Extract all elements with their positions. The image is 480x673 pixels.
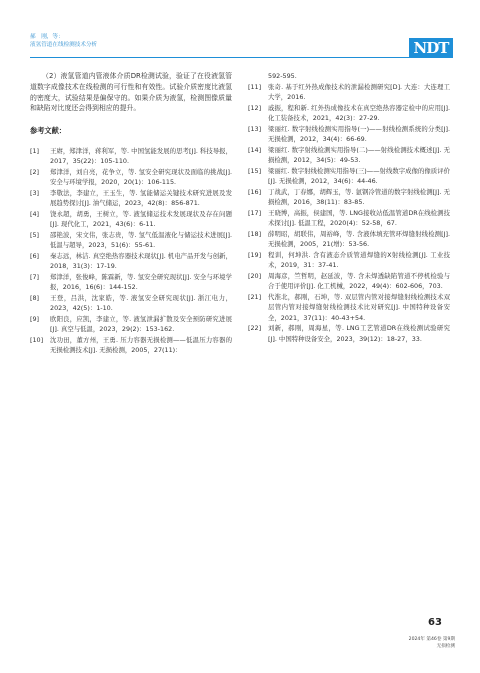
reference-item [248, 145, 450, 166]
header-authors: 郝 刚，等： [30, 34, 64, 40]
reference-item [248, 208, 450, 229]
reference-item [248, 82, 450, 103]
reference-number: [6] [30, 251, 40, 260]
reference-number: [3] [30, 188, 40, 197]
reference-number: [12] [248, 103, 262, 112]
reference-text: 薛明昭，胡联伟，周裕峰，等. 含液体填充管环焊缝射线检测[J]. 无损检测，2005，21(增)：53-56. [268, 229, 450, 248]
reference-item [30, 293, 232, 314]
reference-number: [15] [248, 166, 262, 175]
reference-item [248, 250, 450, 271]
reference-text: 饶永超，胡勇，王树立，等. 液氢储运技术发展现状及存在问题[J]. 现代化工，2021，43(6)：6-11. [50, 209, 232, 229]
footer-issue: 2024年 第46卷 第9期 [408, 637, 455, 642]
reference-text: 程训，何坤洪. 含有液态介质管道焊缝的X射线检测[J]. 工业技术，2019，31：37-41. [268, 250, 450, 269]
reference-text: 邵艳波，宋文伟，张志贵，等. 氢气低温液化与储运技术进展[J]. 低温与超导，2023，51(6)：55-61. [50, 230, 232, 250]
reference-text: 王赓，郑津洋，蒋利军，等. 中国氢能发展的思考[J]. 科技导报，2017，35(22)：105-110. [50, 146, 232, 166]
reference-number: [17] [248, 208, 262, 217]
header-divider [30, 57, 453, 58]
reference-item [248, 103, 450, 124]
running-header [30, 33, 97, 49]
reference-text: 郑津洋，刘自亮，花争立，等. 氢安全研究现状及面临的挑战[J]. 安全与环境学报，2020，20(1)：106-115. [50, 167, 232, 187]
reference-item [248, 271, 450, 292]
reference-item [248, 187, 450, 208]
reference-text: 代淮北，郝刚，石坤，等. 双层管内管对接焊缝射线检测技术双层管内管对接焊缝射线检测技术比对研究[J]. 中国特种设备安全，2021，37(11)：40-43+54. [268, 292, 450, 322]
ndt-logo: NDT [409, 38, 453, 58]
reference-number: [1] [30, 146, 40, 155]
reference-number: [8] [30, 293, 40, 302]
reference-number: [9] [30, 314, 40, 323]
reference-text: 592-595. [268, 72, 297, 80]
reference-list-right [248, 71, 450, 344]
reference-item [30, 230, 232, 251]
reference-text: 梁丽红. 数字射线检测实用指导(一)——射线检测系统的分类[J]. 无损检测，2012，34(4)：66-69. [268, 124, 450, 143]
reference-text: 周海彦，竺哲明，赵延波，等. 含未焊透缺陷管道不停机检验与合于使用评价[J]. 化工机械，2022，49(4)：602-606，703. [268, 271, 450, 290]
footer-info [348, 636, 455, 650]
reference-number: [22] [248, 324, 262, 332]
reference-item [248, 229, 450, 250]
reference-item [248, 166, 450, 187]
reference-number: [5] [30, 230, 40, 239]
page-number: 63 [428, 617, 442, 628]
reference-item [30, 167, 232, 188]
reference-text: 张奇. 基于红外热成像技术的泄漏检测研究[D]. 大连：大连理工大学，2016. [268, 82, 450, 101]
left-column [30, 71, 232, 356]
reference-text: 欧阳良，应凯，李建立，等. 液氢泄漏扩散及安全预防研究进展[J]. 真空与低温，2023，29(2)：153-162. [50, 314, 232, 334]
reference-item [248, 292, 450, 324]
reference-number: [18] [248, 229, 262, 238]
footer-journal: 无损检测 [436, 644, 455, 649]
reference-number: [14] [248, 145, 262, 154]
reference-number: [16] [248, 187, 262, 196]
reference-number: [19] [248, 250, 262, 259]
reference-item [30, 314, 232, 335]
header-title: 液氢管道在线检测技术分析 [30, 42, 98, 48]
reference-number: [20] [248, 271, 262, 280]
reference-number: [10] [30, 335, 44, 344]
reference-item [248, 124, 450, 145]
reference-number: [2] [30, 167, 40, 176]
reference-number [248, 71, 268, 82]
reference-text: 王登，吕洪，沈家皓，等. 液氢安全研究现状[J]. 浙江电力，2023，42(5)：1-10. [50, 293, 232, 313]
reference-item [30, 209, 232, 230]
reference-item [30, 272, 232, 293]
reference-number: [7] [30, 272, 40, 281]
reference-text: 郑津洋，张俊峰，陈霖新，等. 氢安全研究现状[J]. 安全与环境学报，2016，16(6)：144-152. [50, 272, 232, 292]
conclusion-paragraph: （2）液氢管道内管液体介质DR检测试验，验证了在役液氢管道数字成像技术在线检测的可行性和有效性。试验介质密度比液氢的密度大，试验结果是偏保守的。如果介质为液氢，检测图像质量和缺陷对比度还会得到相应的提升。 [30, 72, 232, 113]
reference-text: 梁丽红. 数字射线检测实用指导(三)——射线数字成像的像质评价[J]. 无损检测，2012，34(6)：44-46. [268, 166, 450, 185]
reference-item [248, 71, 450, 82]
reference-number: [11] [248, 82, 262, 91]
reference-number: [4] [30, 209, 40, 218]
reference-text: 戚振，程和新. 红外热成像技术在真空绝热容器定检中的应用[J]. 化工装备技术，2021，42(3)：27-29. [268, 103, 450, 122]
reference-number: [13] [248, 124, 262, 133]
reference-item [30, 146, 232, 167]
reference-text: 王晓博，高振，侯建国，等. LNG接收站低温管道DR在线检测技术探讨[J]. 低温工程，2020(4)：52-58，67. [268, 208, 450, 227]
right-column [248, 71, 450, 344]
reference-list-left [30, 146, 232, 356]
reference-item [30, 188, 232, 209]
references-heading: 参考文献： [30, 126, 66, 136]
reference-item [30, 251, 232, 272]
reference-item [30, 335, 232, 356]
reference-text: 梁丽红. 数字射线检测实用指导(二)——射线检测技术概述[J]. 无损检测，2012，34(5)：49-53. [268, 145, 450, 164]
reference-text: 沈功田，董方州，王勇. 压力容器无损检测——低温压力容器的无损检测技术[J]. 无损检测，2005，27(11)： [50, 335, 232, 355]
reference-number: [21] [248, 292, 262, 301]
reference-text: 丁战武，丁春娜，胡辉玉，等. 氩钢冷管道的数字射线检测[J]. 无损检测，2016，38(11)：83-85. [268, 187, 450, 206]
reference-item [248, 323, 450, 344]
reference-text: 秦志远，林洁. 真空绝热容器技术现状[J]. 机电产品开发与创新，2018，31(3)：17-19. [50, 251, 232, 271]
reference-text: 李敬法，李建立，王玉生，等. 氢能储运关键技术研究进展及发展趋势探讨[J]. 油气储运，2023，42(8)：856-871. [50, 188, 232, 208]
reference-text: 刘新，郝刚，周海星，等. LNG工艺管道DR在线检测试验研究[J]. 中国特种设备安全，2023，39(12)：18-27，33. [268, 324, 450, 343]
